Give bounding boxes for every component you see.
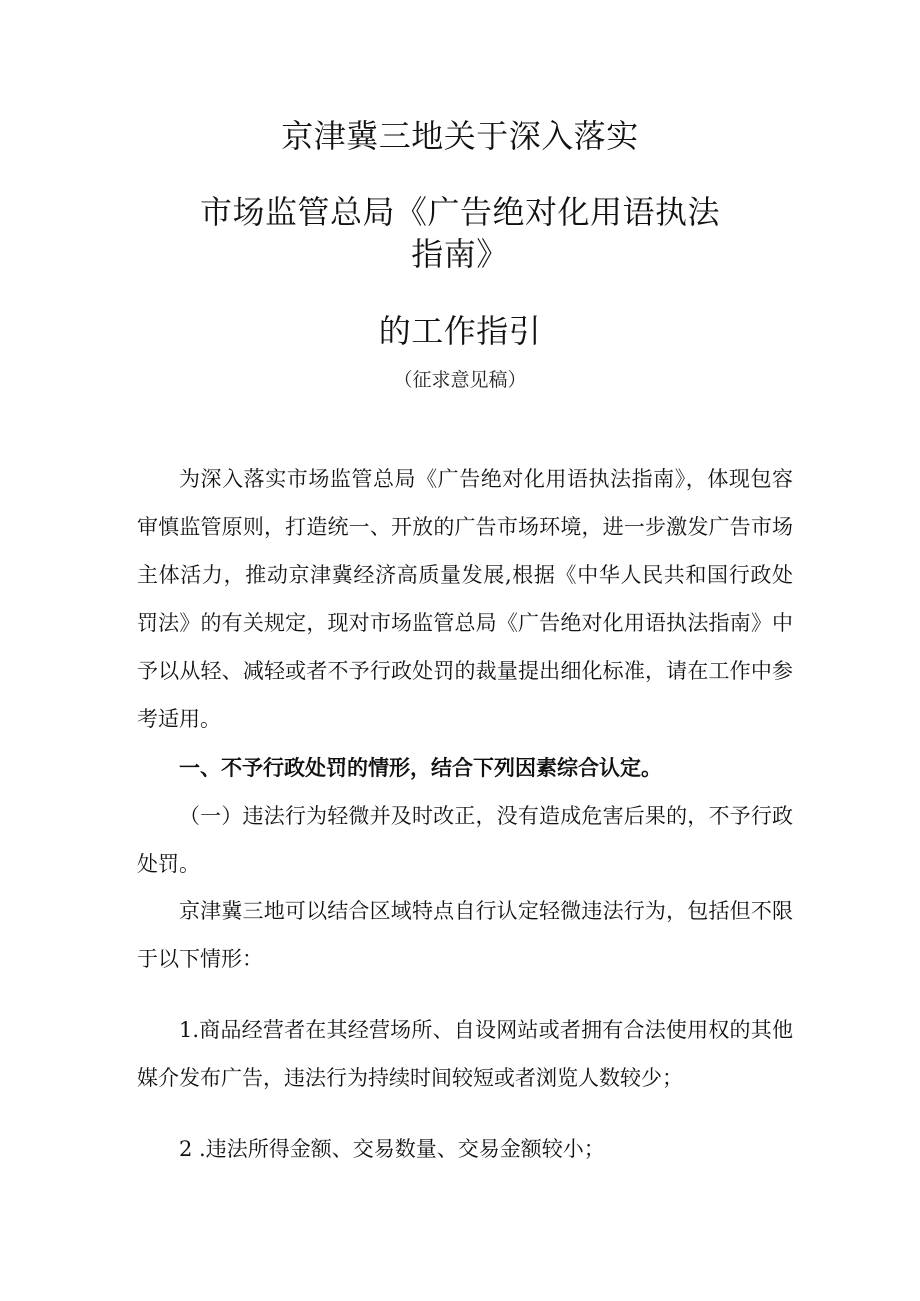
document-title-line-3: 指南》	[411, 235, 509, 273]
subsection-one-paragraph: （一）违法行为轻微并及时改正，没有造成危害后果的，不予行政处罚。	[137, 804, 793, 876]
draft-subtitle: （征求意见稿）	[393, 369, 527, 391]
list-item-2: 2 .违法所得金额、交易数量、交易金额较小；	[179, 1137, 605, 1161]
list-item-1: 1.商品经营者在其经营场所、自设网站或者拥有合法使用权的其他媒介发布广告，违法行为持续时间较短或者浏览人数较少；	[137, 1018, 793, 1090]
document-title-line-1: 京津冀三地关于深入落实	[281, 117, 639, 155]
section-one-heading: 一、不予行政处罚的情形，结合下列因素综合认定。	[179, 756, 662, 780]
regional-paragraph: 京津冀三地可以结合区域特点自行认定轻微违法行为，包括但不限于以下情形：	[137, 899, 793, 971]
intro-paragraph: 为深入落实市场监管总局《广告绝对化用语执法指南》，体现包容审慎监管原则，打造统一、开放的广告市场环境，进一步激发广告市场主体活力，推动京津冀经济高质量发展,根据《中华人民共和国行政处罚法》的有关规定，现对市场监管总局《广告绝对化用语执法指南》中予以从轻、减轻或者不予行政处罚的裁量提出细化标准，请在工作中参考适用。	[137, 467, 793, 731]
document-title-line-2: 市场监管总局《广告绝对化用语执法	[199, 193, 720, 231]
document-title-line-4: 的工作指引	[378, 312, 542, 350]
